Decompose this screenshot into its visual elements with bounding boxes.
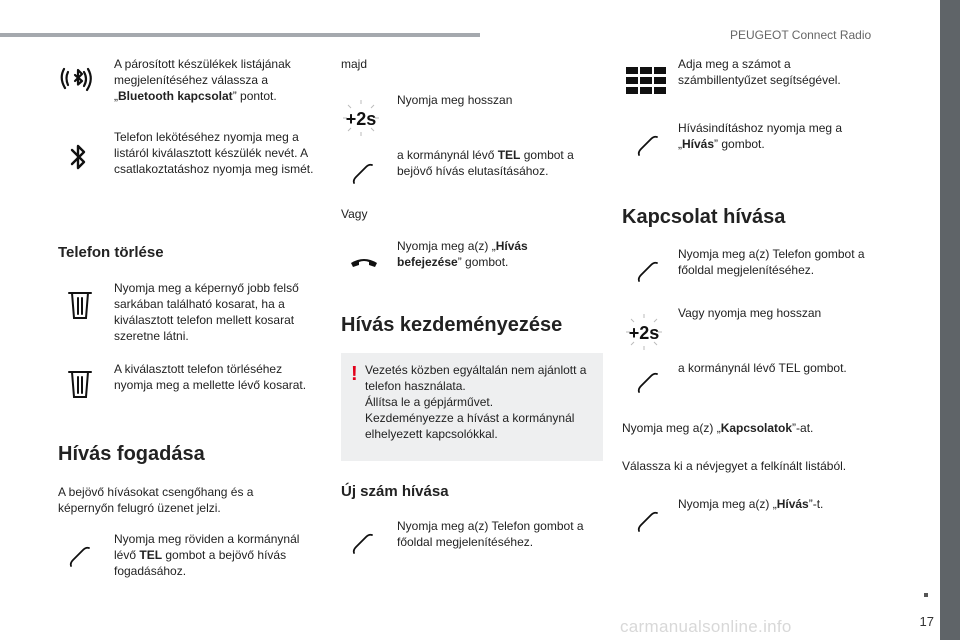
paragraph: Nyomja meg a(z) „Hívás”-t. [678, 497, 824, 511]
paragraph: A párosított készülékek listájának megjelenítéséhez válassza a „Bluetooth kapcsolat” pontot. [114, 57, 291, 103]
bluetooth-signal-icon [58, 62, 98, 102]
section-heading: Hívás kezdeményezése [341, 314, 563, 336]
phone-handset-icon [634, 132, 662, 160]
section-heading: Új szám hívása [341, 483, 449, 500]
paragraph: Nyomja meg a(z) Telefon gombot a főoldal megjelenítéséhez. [678, 247, 865, 277]
continuation-marker [924, 593, 928, 597]
top-rule [0, 33, 480, 37]
bluetooth-icon [64, 138, 92, 178]
paragraph: a kormánynál lévő TEL gombot a bejövő hívás elutasításához. [397, 148, 574, 178]
warning-icon: ! [351, 363, 358, 385]
paragraph: Adja meg a számot a számbillentyűzet segítségével. [678, 57, 841, 87]
paragraph: A bejövő hívásokat csengőhang és a képernyőn felugró üzenet jelzi. [58, 485, 254, 515]
paragraph: Nyomja meg röviden a kormánynál lévő TEL gombot a bejövő hívás fogadásához. [114, 532, 300, 578]
warning-note [341, 353, 603, 461]
paragraph: Nyomja meg a(z) „Kapcsolatok”-at. [622, 421, 814, 435]
phone-handset-icon [634, 369, 662, 397]
phone-handset-icon [349, 530, 377, 558]
trash-icon [66, 288, 94, 322]
svg-text:+2s: +2s [345, 109, 377, 129]
keypad-icon [626, 66, 666, 96]
paragraph: Vagy nyomja meg hosszan [678, 306, 822, 320]
phone-handset-icon [634, 508, 662, 536]
watermark: carmanualsonline.info [620, 617, 792, 636]
section-heading: Kapcsolat hívása [622, 206, 786, 228]
running-header: PEUGEOT Connect Radio [730, 28, 872, 42]
paragraph: Vagy [341, 207, 368, 221]
section-heading: Hívás fogadása [58, 443, 205, 465]
phone-handset-icon [349, 160, 377, 188]
svg-text:+2s: +2s [628, 323, 660, 343]
paragraph: A kiválasztott telefon törléséhez nyomja meg a mellette lévő kosarat. [114, 362, 307, 392]
phone-handset-icon [634, 258, 662, 286]
phone-handset-icon [66, 543, 94, 571]
page-number: 17 [919, 614, 934, 629]
paragraph: Nyomja meg a(z) Telefon gombot a főoldal megjelenítéséhez. [397, 519, 584, 549]
section-heading: Telefon törlése [58, 244, 164, 261]
long-press-2s-icon [341, 98, 381, 138]
warning-text: Vezetés közben egyáltalán nem ajánlott a telefon használata. Állítsa le a gépjárművet. Kezdeményezze a hívást a kormánynál elhelyezett kapcsolókkal. [365, 363, 587, 441]
side-tab [940, 0, 960, 640]
trash-icon [66, 367, 94, 401]
paragraph: Telefon lekötéséhez nyomja meg a listáról kiválasztott készülék nevét. A csatlakoztatáshoz nyomja meg ismét. [114, 130, 314, 176]
hang-up-icon [347, 252, 381, 272]
paragraph: Nyomja meg hosszan [397, 93, 513, 107]
paragraph: a kormánynál lévő TEL gombot. [678, 361, 847, 375]
long-press-2s-icon [624, 312, 664, 352]
paragraph: Válassza ki a névjegyet a felkínált listából. [622, 459, 847, 473]
paragraph: Nyomja meg a képernyő jobb felső sarkában található kosarat, ha a kiválasztott telefon mellett kosarat szeretne látni. [114, 281, 299, 343]
paragraph: Hívásindításhoz nyomja meg a „Hívás” gombot. [678, 121, 843, 151]
paragraph: majd [341, 57, 368, 71]
paragraph: Nyomja meg a(z) „Hívás befejezése” gombot. [397, 239, 528, 269]
